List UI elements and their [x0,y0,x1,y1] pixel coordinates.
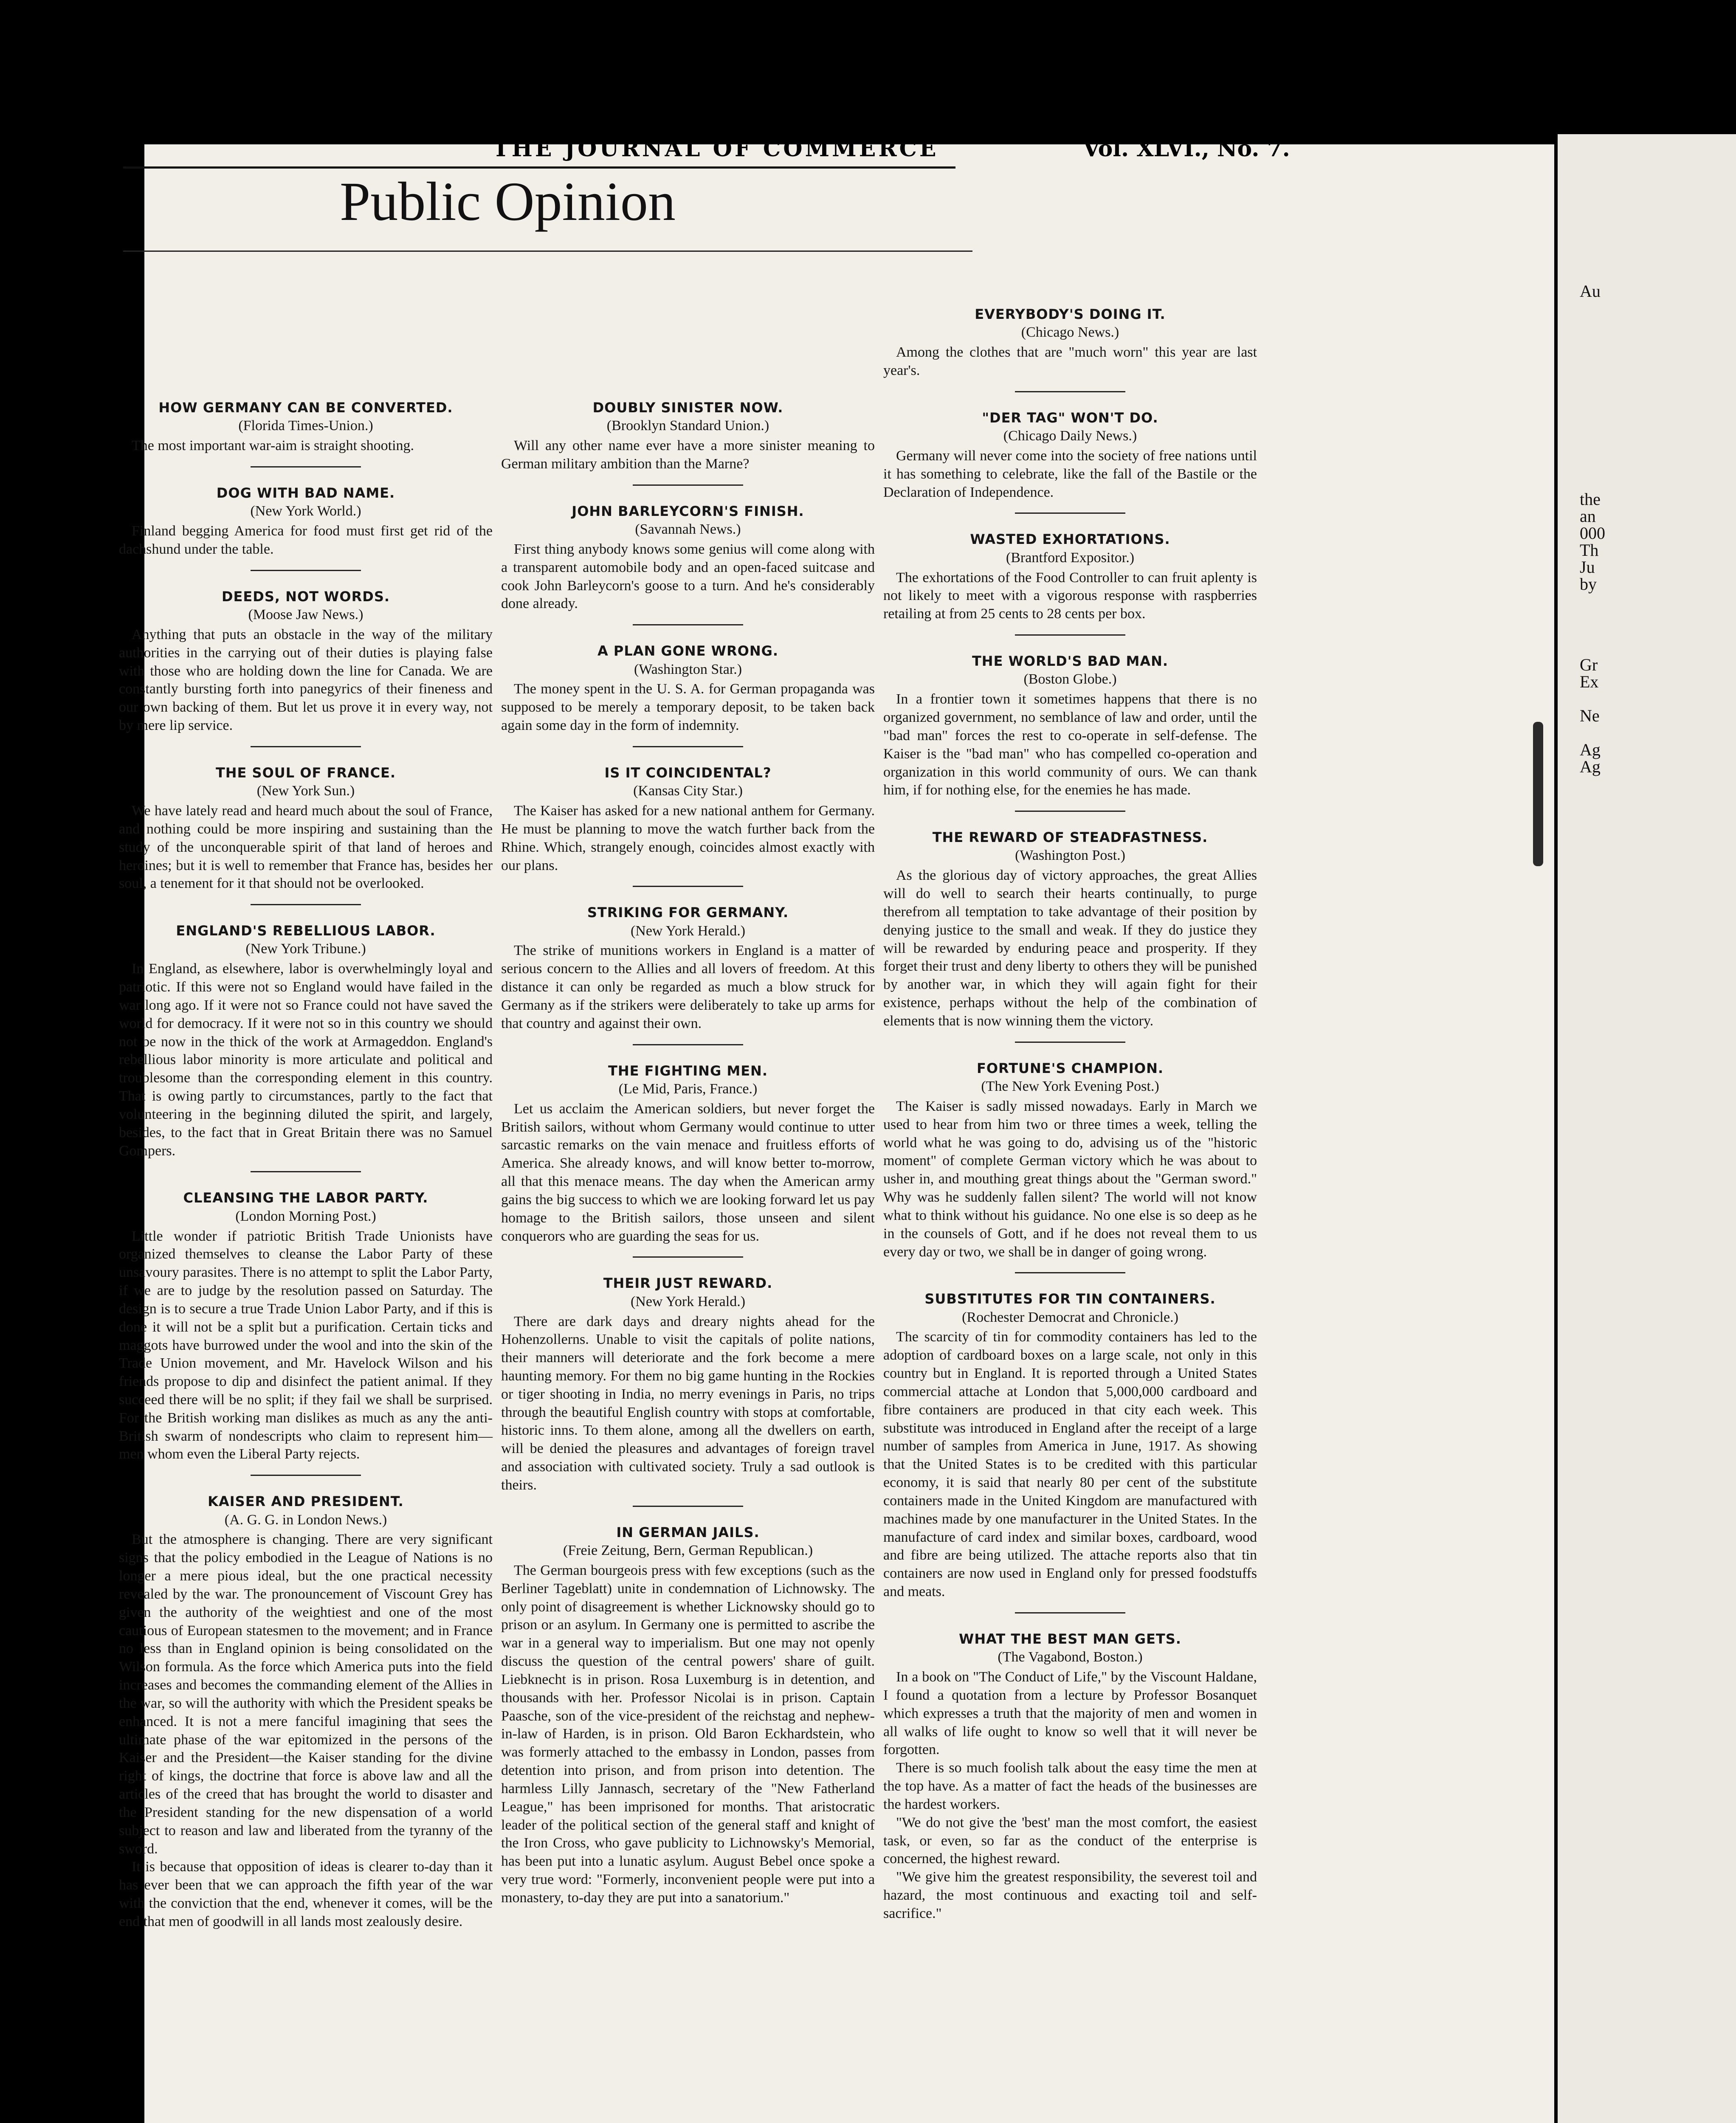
article [883,409,1257,514]
article-title: JOHN BARLEYCORN'S FINISH. [572,503,804,519]
article-divider [633,484,743,486]
article-title: A PLAN GONE WRONG. [597,643,779,659]
article-divider [633,886,743,887]
article [119,922,493,1172]
article-source: (Chicago Daily News.) [1003,428,1137,444]
article-title: IS IT COINCIDENTAL? [604,764,772,781]
article-title: KAISER AND PRESIDENT. [208,1493,404,1510]
article-paragraph: Let us acclaim the American soldiers, but never forget the British sailors, without whom Germany would continue to utter sarcastic remarks on the vain menace and fruitless efforts of America. She already knows, and will know better to-morrow, all that this menace means. The day when the American army gains the big success to which we are looking forward let us pay homage to the British sailors, those unseen and silent conquerors who are guarding the seas for us. [501,1101,875,1244]
article-source: (Washington Post.) [1015,848,1125,864]
article-source: (The Vagabond, Boston.) [998,1649,1143,1665]
article-source: (Le Mid, Paris, France.) [618,1081,758,1097]
article [501,642,875,747]
article-paragraph: The strike of munitions workers in England is a matter of serious concern to the Allies and all lovers of freedom. At this distance it can only be regarded as much a blow struck for Germany as if the strikers were deliberately to take up arms for that country and against their own. [501,943,875,1031]
article-divider [1015,634,1125,636]
article-paragraph: The German bourgeois press with few exceptions (such as the Berliner Tageblatt) unite in condemnation of Lichnowsky. The only point of disagreement is whether Licknowsky should go to prison or an asylum. In Germany one is permitted to ascribe the war in a general way to imperialism. But one may not openly discuss the question of the central powers' share of guilt. Liebknecht is in prison. Rosa Luxemburg is in detention, and thousands with her. Professor Nicolai is in prison. Captain Paasche, son of the vice-president of the reichstag and nephew-in-law of Harden, is in prison. Old Baron Eckhardstein, who was formerly attached to the embassy in London, passes from detention into prison, and from prison into detention. The harmless Lilly Jannasch, secretary of the "New Fatherland League," has been imprisoned for months. That aristocratic leader of the political section of the general staff and knight of the Iron Cross, who gave publicity to Lichnowsky's Memorial, has been put into a lunatic asylum. August Bebel once spoke a very true word: "Formerly, inconvenient people were put into a monastery, to-day they are put into a sanatorium." [501,1562,875,1906]
adjacent-page-text: Ag [1580,740,1601,759]
article-source: (Kansas City Star.) [633,783,743,799]
article-divider [633,1044,743,1045]
article-divider [633,1506,743,1507]
article-divider [251,1475,361,1476]
binding-mark [1533,722,1543,866]
article-paragraph: Will any other name ever have a more sinister meaning to German military ambition than the Marne? [501,438,875,472]
article-paragraph: In a frontier town it sometimes happens that there is no organized government, no semblance of law and order, until the "bad man" forces the rest to co-operate in self-defense. The Kaiser is the "bad man" who has compelled co-operation and organization in this world community of ours. We can thank him, if for nothing else, for the enemies he has made. [883,691,1257,798]
adjacent-page-text: Ex [1580,672,1599,691]
article-paragraph: In England, as elsewhere, labor is overwhelmingly loyal and patriotic. If this were not so England would have failed in the war long ago. If it were not so France could not have saved the world for democracy. If it were not so in this country we should not be now in the thick of the work at Armageddon. England's rebellious labor minority is more articulate and political and troublesome than the corresponding element in this country. That is owing partly to circumstances, partly to the fact that volunteering in the beginning diluted the spirit, and largely, besides, to the fact that in Great Britain there was no Samuel Gompers. [119,961,493,1159]
article [883,1290,1257,1613]
header-rule [123,166,955,169]
article-source: (Moose Jaw News.) [248,607,364,623]
article-title: WASTED EXHORTATIONS. [970,531,1170,548]
article-source: (New York Tribune.) [245,941,366,957]
adjacent-page-text: Ju [1580,557,1595,577]
article-source: (New York Sun.) [256,783,355,799]
article-source: (Chicago News.) [1021,324,1119,341]
article-source: (Boston Globe.) [1023,671,1117,687]
article-title: THE WORLD'S BAD MAN. [972,653,1169,670]
article-paragraph: There are dark days and dreary nights ahead for the Hohenzollerns. Unable to visit the capitals of polite nations, their manners will deteriorate and the fork become a mere haunting memory. For them no big game hunting in the Rockies or tiger shooting in India, no merry evenings in Paris, no trips through the beautiful English country with stops at comfortable, historic inns. To them alone, among all the dwellers on earth, will be denied the pleasures and advantages of foreign travel and association with cultivated society. Truly a sad outlook is theirs. [501,1313,875,1493]
article-title: FORTUNE'S CHAMPION. [976,1060,1164,1076]
article-paragraph: First thing anybody knows some genius will come along with a transparent automobile body and an open-faced suitcase and cook John Barleycorn's goose to a turn. And he's considerably done already. [501,541,875,612]
article-source: (New York Herald.) [630,923,746,939]
article-paragraph: The Kaiser is sadly missed nowadays. Early in March we used to hear from him two or three times a week, telling the world what he was going to do, advising us of the "historic moment" of complete German victory which he was about to usher in, and mouthing great things about the "German sword." Why was he suddenly fallen silent? The world will not know what to think without his guidance. No one else is so deep as he in the counsels of Gott, and if he does not reveal them to us every day or two, we shall be in danger of going wrong. [883,1098,1257,1260]
section-title: Public Opinion [340,171,676,232]
adjacent-page-text: 000 [1580,524,1605,543]
article-divider [1015,512,1125,514]
article-paragraph: But the atmosphere is changing. There are very significant signs that the policy embodied in the League of Nations is no longer a mere pious ideal, but the one practical necessity revealed by the war. The pronouncement of Viscount Grey has given the authority of the weightiest and one of the most cautious of European statesmen to the movement; and in France no less than in England opinion is being consolidated on the Wilson formula. As the force which America puts into the field increases and becomes the commanding element of the Allies in the war, so will the authority with which the President speaks be enhanced. It is not a mere fanciful imagining that sees the ultimate phase of the war epitomized in the persons of the Kaiser and the President—the Kaiser standing for the divine right of kings, the doctrine that force is above law and all the articles of the creed that has brought the world to disaster and the President standing for the new dispensation of a world subject to reason and law and liberated from the tyranny of the sword. [119,1532,493,1857]
article-source: (A. G. G. in London News.) [224,1512,387,1528]
article-title: CLEANSING THE LABOR PARTY. [183,1190,428,1206]
volume-number: Vol. XLVI., No. 7. [1083,136,1290,162]
article [119,399,493,467]
article-title: EVERYBODY'S DOING IT. [975,306,1166,322]
article-source: (Brooklyn Standard Union.) [606,418,769,434]
article-title: ENGLAND'S REBELLIOUS LABOR. [176,923,436,939]
article-divider [633,746,743,747]
article [119,1189,493,1476]
article-source: (Brantford Expositor.) [1006,549,1135,566]
adjacent-page-text: Au [1580,282,1601,301]
page-number: 6 [123,136,139,162]
article-title: IN GERMAN JAILS. [616,1524,760,1540]
article-title: DOG WITH BAD NAME. [216,484,395,501]
article [119,484,493,571]
article-divider [1015,1042,1125,1043]
article-source: (Savannah News.) [635,521,741,538]
column-2 [501,399,875,1924]
adjacent-page [1558,134,1736,2123]
title-rule [123,251,972,252]
article-paragraph: Germany will never come into the society of free nations until it has something to celebrate, like the fall of the Bastile or the Declaration of Independence. [883,448,1257,500]
article-paragraph: The most important war-aim is straight shooting. [132,438,414,454]
page-header [0,0,1736,306]
article-paragraph: Finland begging America for food must first get rid of the dachshund under the table. [119,523,493,557]
column-3 [883,306,1257,1940]
article-divider [1015,1272,1125,1273]
article-title: THEIR JUST REWARD. [603,1275,773,1292]
article-paragraph: The exhortations of the Food Controller to can fruit aplenty is not likely to meet with a vigorous response with raspberries retailing at from 25 cents to 28 cents per box. [883,569,1257,622]
article [883,306,1257,392]
article-title: THE FIGHTING MEN. [608,1062,768,1079]
article-title: WHAT THE BEST MAN GETS. [959,1630,1181,1647]
adjacent-page-text: Gr [1580,655,1598,674]
article-paragraph: "We give him the greatest responsibility, the severest toil and hazard, the most continuous and exacting toil and self-sacrifice." [883,1869,1257,1921]
article-paragraph: Little wonder if patriotic British Trade Unionists have organized themselves to cleanse the Labor Party of these unsavoury parasites. There is no attempt to split the Labor Party, if we are to judge by the resolution passed on Saturday. The design is to secure a true Trade Union Labor Party, and if this is done it will not be a split but a purification. Certain ticks and maggots have burrowed under the wool and into the skin of the Trade Union movement, and Mr. Havelock Wilson and his friends propose to dip and disinfect the patient animal. If they succeed there will be no split; if they fail we shall be surprised. For the British working man dislikes as much as any the anti-British swarm of nondescripts who claim to represent him—men whom even the Liberal Party rejects. [119,1228,493,1462]
article-source: (Freie Zeitung, Bern, German Republican.) [563,1543,813,1559]
article-divider [251,466,361,467]
adjacent-page-text: an [1580,507,1596,526]
article [883,1060,1257,1274]
article-source: (Rochester Democrat and Chronicle.) [962,1309,1178,1325]
article-paragraph: There is so much foolish talk about the easy time the men at the top have. As a matter of fact the heads of the businesses are the hardest workers. [883,1760,1257,1812]
article-title: SUBSTITUTES FOR TIN CONTAINERS. [924,1291,1216,1307]
adjacent-page-text: Ag [1580,757,1601,776]
journal-title: THE JOURNAL OF COMMERCE [493,136,939,162]
article-source: (New York World.) [250,503,361,519]
article-paragraph: As the glorious day of victory approaches, the great Allies will do well to search their hearts continually, to purge therefrom all temptation to take advantage of their position by denying justice to the small and weak. If they do justice they will be rewarded by enduring peace and prosperity. If they forget their trust and deny liberty to others they will be punished by another war, in which they will again fight for their existence, perhaps without the help of the combination of elements that is now winning them the victory. [883,867,1257,1029]
article-source: (New York Herald.) [630,1293,746,1309]
article [119,1493,493,1931]
article [501,764,875,887]
article-divider [251,1171,361,1172]
article [501,1062,875,1258]
article [501,1524,875,1907]
article [501,1275,875,1506]
article-divider [633,624,743,625]
article-paragraph: We have lately read and heard much about the soul of France, and nothing could be more inspiring and sustaining than the study of the unconquerable spirit of that land of heroes and heroines; but it is well to remember that France has, besides her soul, a tenement for it that should not be overlooked. [119,803,493,892]
column-1 [119,399,493,1948]
article [501,904,875,1045]
adjacent-page-text: Ne [1580,706,1600,725]
article-title: THE REWARD OF STEADFASTNESS. [932,829,1208,846]
article-source: (Florida Times-Union.) [238,418,373,434]
article [119,764,493,905]
article [501,503,875,625]
article-title: DEEDS, NOT WORDS. [221,588,390,605]
article-paragraph: It is because that opposition of ideas is clearer to-day than it has ever been that we can approach the fifth year of the war with the conviction that the end, whenever it comes, will be the end that men of goodwill in all lands most zealously desire. [119,1859,493,1929]
article-source: (The New York Evening Post.) [981,1078,1159,1095]
article-paragraph: In a book on "The Conduct of Life," by the Viscount Haldane, I found a quotation from a lecture by Professor Bosanquet which expresses a truth that the majority of men and women in all walks of life ought to know so well that it will never be forgotten. [883,1669,1257,1758]
article-title: STRIKING FOR GERMANY. [587,904,789,921]
article [883,1630,1257,1923]
article-divider [251,746,361,747]
article-paragraph: The money spent in the U. S. A. for German propaganda was supposed to be merely a temporary deposit, to be taken back again some day in the form of indemnity. [501,681,875,734]
article-divider [633,1256,743,1258]
article-divider [251,904,361,905]
article-divider [1015,1612,1125,1613]
adjacent-page-text: Th [1580,541,1599,560]
article-paragraph: The scarcity of tin for commodity containers has led to the adoption of cardboard boxes on a large scale, not only in this country but in England. It is reported through a United States commercial attache at London that 5,000,000 cardboard and fibre containers are produced in that city each week. This substitute was introduced in England after the receipt of a large number of samples from America in June, 1917. As showing that the United States is to be credited with this particular economy, it is said that nearly 80 per cent of the substitute containers made in the United Kingdom are manufactured with machines made by one manufacturer in the United States. In the manufacture of card index and similar boxes, cardboard, wood and fibre are being utilized. The attache reports also that tin containers are now used in England only for pressed foodstuffs and meats. [883,1329,1257,1600]
article-source: (Washington Star.) [634,661,742,677]
article-divider [1015,391,1125,392]
article-divider [251,570,361,571]
article-title: THE SOUL OF FRANCE. [215,764,396,781]
article-source: (London Morning Post.) [235,1208,376,1224]
article-title: HOW GERMANY CAN BE CONVERTED. [158,400,453,416]
article-paragraph: The Kaiser has asked for a new national anthem for Germany. He must be planning to move the watch further back from the Rhine. Which, strangely enough, coincides almost exactly with our plans. [501,803,875,873]
article [883,531,1257,636]
article-paragraph: Among the clothes that are "much worn" this year are last year's. [883,344,1257,378]
article-divider [1015,811,1125,812]
article-title: "DER TAG" WON'T DO. [982,409,1158,426]
adjacent-page-text: by [1580,574,1597,594]
article-title: DOUBLY SINISTER NOW. [592,400,783,416]
article [119,588,493,747]
article [883,829,1257,1043]
article [501,399,875,486]
adjacent-page-text: the [1580,490,1601,509]
article [883,653,1257,812]
article-paragraph: Anything that puts an obstacle in the way of the military authorities in the carrying out of their duties is playing false with those who are holding down the line for Canada. We are constantly bursting forth into panegyrics of their fineness and our own backing of them. But let us prove it in every way, not by mere lip service. [119,626,493,734]
article-paragraph: "We do not give the 'best' man the most comfort, the easiest task, or even, so far as the conduct of the enterprise is concerned, the highest reward. [883,1814,1257,1867]
